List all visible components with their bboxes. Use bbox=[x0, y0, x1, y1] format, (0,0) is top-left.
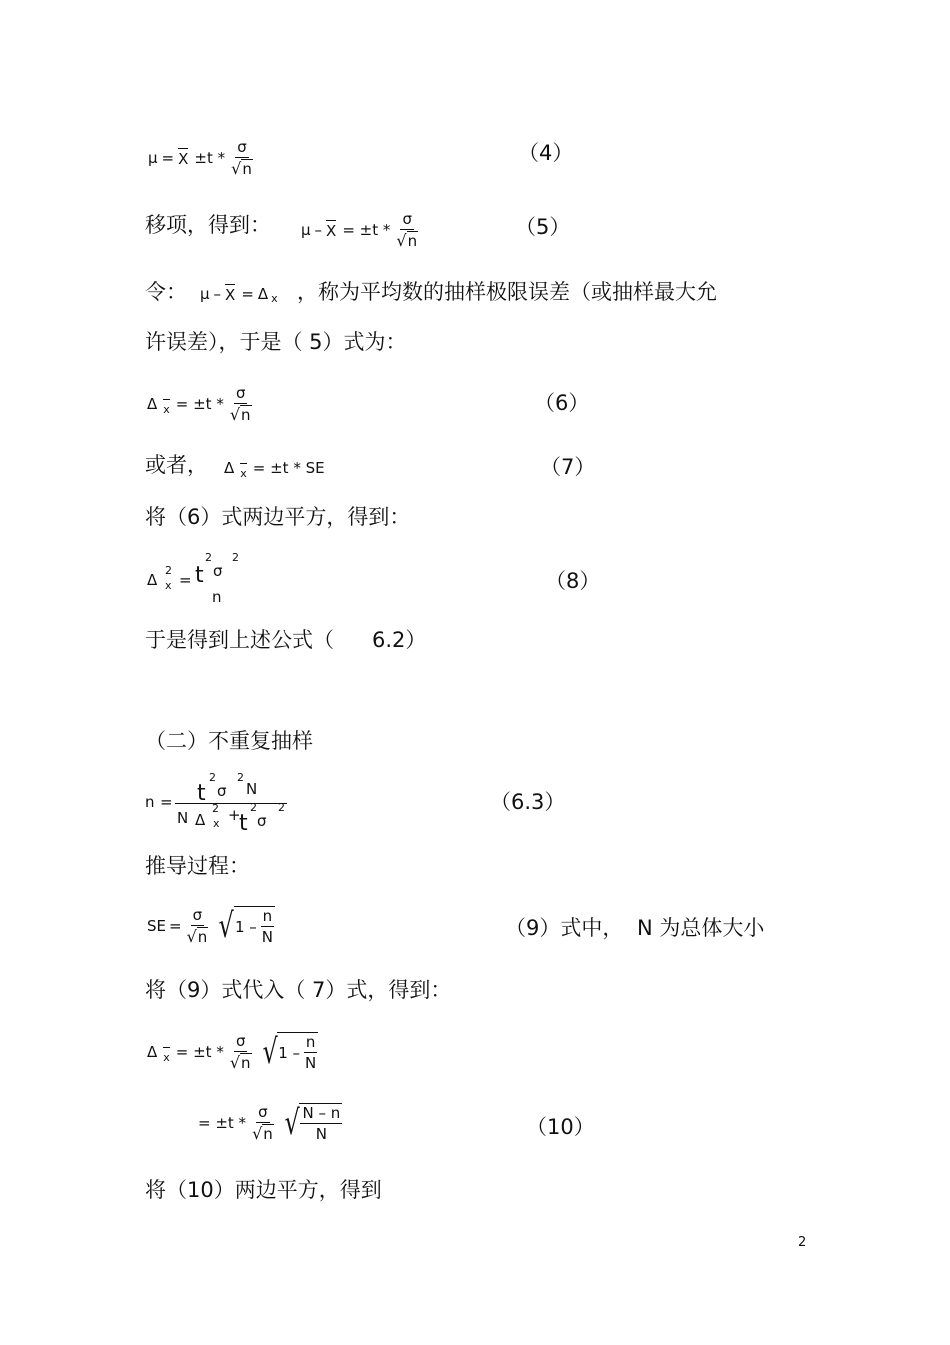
text-derivation: 推导过程： bbox=[145, 854, 250, 878]
equation-10-step-1: Δ x = ±t * σ √ n √ 1 – $\frac{n}{N}$ bbox=[147, 1032, 317, 1072]
equation-number-6-3: （6.3） bbox=[490, 790, 566, 814]
mu-symbol: μ bbox=[148, 149, 158, 167]
equation-number-8: （8） bbox=[545, 569, 601, 593]
text-let-continued: 许误差），于是（ 5）式为： bbox=[145, 330, 407, 354]
equation-number-7: （7） bbox=[540, 455, 596, 479]
text-formula-ref: 6.2） bbox=[372, 628, 427, 652]
text-let-description: ，称为平均数的抽样极限误差（或抽样最大允 bbox=[297, 280, 717, 304]
equation-4: μ = X ±t * σ √ n bbox=[148, 138, 255, 178]
sigma-over-root-n: σ √ n bbox=[231, 138, 252, 178]
text-let: 令： bbox=[145, 280, 187, 304]
equation-number-4: （4） bbox=[518, 141, 574, 165]
text-or: 或者， bbox=[145, 453, 208, 477]
equation-number-6: （6） bbox=[534, 391, 590, 415]
sqrt-one-minus-n-over-N: √ 1 – $\frac{n}{N}$ bbox=[218, 906, 274, 946]
text-move-terms: 移项，得到： bbox=[145, 213, 271, 237]
equation-10-step-2: = ±t * σ √ n √ $\frac{N - n}{N}$ bbox=[198, 1103, 341, 1143]
equation-number-10: （10） bbox=[526, 1115, 595, 1139]
equation-6-3: n = t 2 σ 2 N N Δ 2 x + t 2 σ 2 bbox=[145, 771, 285, 836]
equation-8: Δ 2 x = t 2 σ 2 n bbox=[147, 551, 239, 606]
equation-6: Δ x = ±t * σ √ n bbox=[147, 384, 251, 424]
fraction-bar bbox=[175, 803, 287, 804]
text-square-10: 将（10）两边平方，得到 bbox=[145, 1178, 382, 1202]
page-number: 2 bbox=[798, 1235, 807, 1250]
equation-let: μ – X = Δ x bbox=[200, 285, 278, 305]
equation-5: μ – X = ±t * σ √ n bbox=[301, 210, 418, 250]
equation-number-5: （5） bbox=[515, 215, 571, 239]
equation-number-9: （9）式中， bbox=[505, 916, 624, 940]
section-title: （二）不重复抽样 bbox=[145, 729, 313, 753]
text-square-both-sides: 将（6）式两边平方，得到： bbox=[145, 505, 411, 529]
equation-9: SE = σ √ n √ 1 – $\frac{n}{N}$ bbox=[147, 906, 274, 946]
equation-7: Δ x = ±t * SE bbox=[224, 458, 325, 478]
x-bar: X bbox=[178, 150, 189, 168]
text-N-population-size: N 为总体大小 bbox=[637, 916, 765, 940]
text-obtain-formula: 于是得到上述公式（ bbox=[145, 628, 334, 652]
text-substitute: 将（9）式代入（ 7）式，得到： bbox=[145, 978, 452, 1002]
